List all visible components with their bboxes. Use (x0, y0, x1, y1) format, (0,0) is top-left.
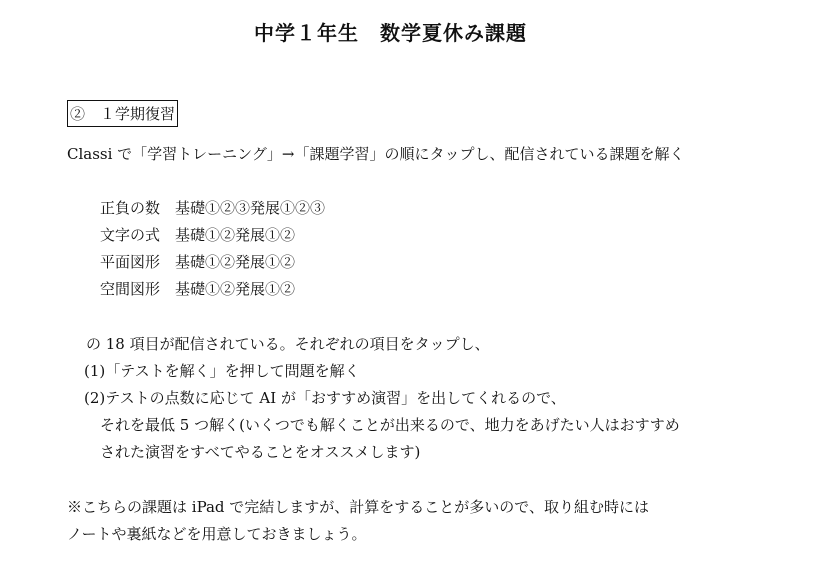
body-text-line: の 18 項目が配信されている。それぞれの項目をタップし、 (86, 335, 490, 353)
page-title: 中学１年生 数学夏休み課題 (254, 21, 527, 45)
assignment-item: 平面図形 基礎①②発展①② (100, 253, 296, 271)
step-2-text: (2)テストの点数に応じて AI が「おすすめ演習」を出してくれるので、 (84, 389, 566, 407)
assignment-item: 正負の数 基礎①②③発展①②③ (100, 199, 326, 217)
step-2-continued-text: された演習をすべてやることをオススメします) (100, 443, 421, 461)
assignment-item: 空間図形 基礎①②発展①② (100, 280, 296, 298)
step-2-continued-text: それを最低 5 つ解く(いくつでも解くことが出来るので、地力をあげたい人はおすすめ (100, 416, 680, 434)
note-text: ノートや裏紙などを用意しておきましょう。 (67, 525, 367, 543)
step-1-text: (1)「テストを解く」を押して問題を解く (84, 362, 360, 380)
assignment-item: 文字の式 基礎①②発展①② (100, 226, 296, 244)
note-text: ※こちらの課題は iPad で完結しますが、計算をすることが多いので、取り組む時には (67, 498, 650, 516)
instruction-text: Classi で「学習トレーニング」→「課題学習」の順にタップし、配信されている課題を解く (67, 145, 685, 163)
section-heading: ② １学期復習 (67, 100, 178, 127)
